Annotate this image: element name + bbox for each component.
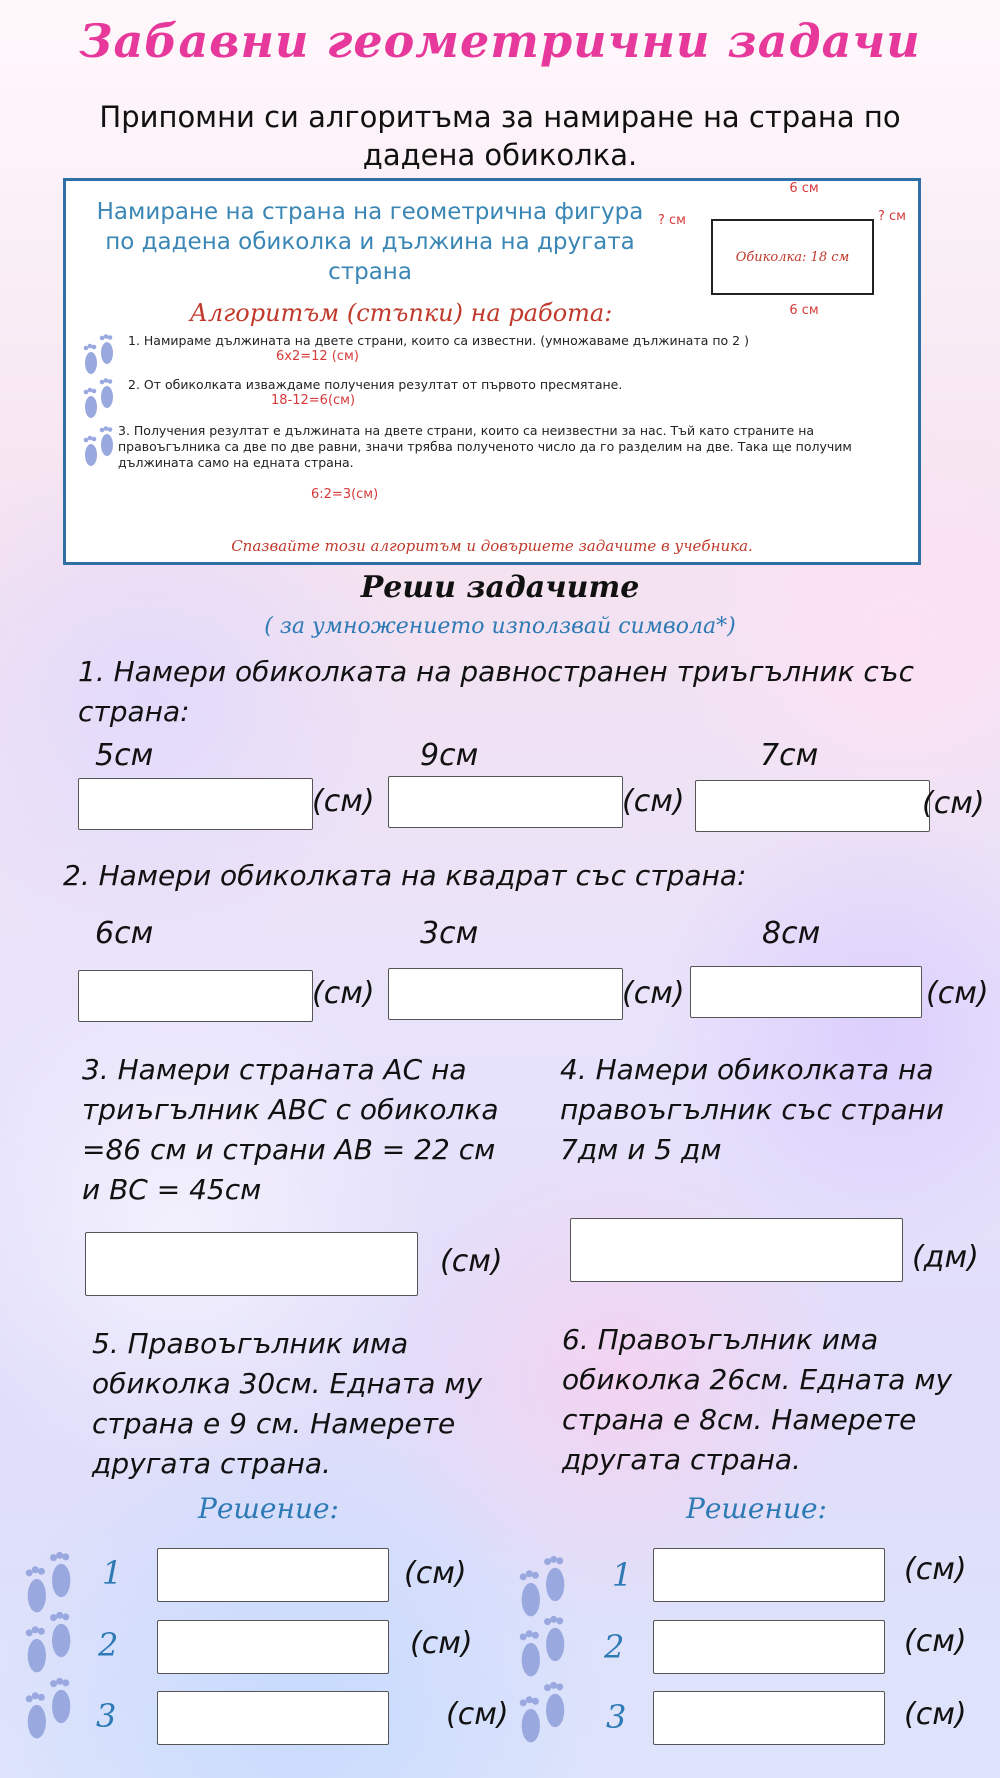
task-1-unit-1: (см) — [312, 784, 375, 819]
page-title: Забавни геометрични задачи — [79, 14, 921, 68]
task-5-row-3-unit: (см) — [446, 1697, 509, 1732]
footprints-icon — [14, 1676, 84, 1746]
task-3-text: 3. Намери страната АС на триъгълник АВС с обиколка =86 см и страни АВ = 22 см и ВС = 45см — [82, 1053, 499, 1206]
diagram-center-label: Обиколка: 18 см — [735, 249, 850, 265]
task-6-row-1-number: 1 — [612, 1556, 633, 1594]
task-2-text: 2. Намери обиколката на квадрат със страна: — [63, 859, 747, 892]
task-2-unit-3: (см) — [926, 976, 989, 1011]
footprints-icon — [508, 1680, 578, 1750]
diagram-right-label: ? см — [878, 209, 906, 224]
task-6-row-2-input[interactable] — [653, 1620, 885, 1674]
diagram-left-label: ? см — [658, 213, 686, 228]
footprints-icon — [76, 377, 122, 423]
task-6-row-3-input[interactable] — [653, 1691, 885, 1745]
task-5-text: 5. Правоъгълник има обиколка 30см. Едната му страна е 9 см. Намерете другата страна. — [92, 1327, 483, 1480]
task-1-text: 1. Намери обиколката на равностранен триъгълник със страна: — [78, 655, 914, 728]
step-3-calc: 6:2=3(см) — [311, 487, 379, 502]
footprints-icon — [508, 1614, 578, 1684]
task-5-row-1-number: 1 — [102, 1554, 123, 1592]
task-6-row-1-unit: (см) — [904, 1552, 967, 1587]
task-6-row-3-unit: (см) — [904, 1697, 967, 1732]
task-5-row-3-input[interactable] — [157, 1691, 389, 1745]
task-1-answer-1-input[interactable] — [78, 778, 313, 830]
task-5-row-1-input[interactable] — [157, 1548, 389, 1602]
task-5-row-3-number: 3 — [96, 1697, 117, 1735]
task-5-row-1-unit: (см) — [404, 1556, 467, 1591]
task-2-answer-2-input[interactable] — [388, 968, 623, 1020]
diagram-bottom-label: 6 см — [789, 303, 819, 318]
card-footer-note: Спазвайте този алгоритъм и довършете задачите в учебника. — [231, 537, 753, 555]
algorithm-card — [63, 178, 921, 565]
task-6-solution-label: Решение: — [686, 1492, 827, 1525]
task-2-unit-1: (см) — [312, 976, 375, 1011]
diagram-top-label: 6 см — [789, 181, 819, 196]
card-heading: Намиране на страна на геометрична фигура по дадена обиколка и дължина на другата страна — [96, 199, 644, 285]
task-2-value-3: 8см — [762, 916, 821, 951]
task-1-unit-2: (см) — [622, 784, 685, 819]
footprints-icon — [76, 425, 122, 471]
task-6-row-3-number: 3 — [606, 1698, 627, 1736]
task-1-unit-3: (см) — [922, 786, 985, 821]
task-4-text: 4. Намери обиколката на правоъгълник със страни 7дм и 5 дм — [560, 1053, 944, 1166]
step-1-calc: 6x2=12 (см) — [276, 349, 359, 364]
footprints-icon — [14, 1610, 84, 1680]
task-1-value-3: 7см — [760, 738, 819, 773]
task-2-answer-3-input[interactable] — [690, 966, 922, 1018]
task-1-answer-2-input[interactable] — [388, 776, 623, 828]
task-1-value-2: 9см — [420, 738, 479, 773]
rectangle-diagram — [711, 219, 874, 295]
task-5-solution-label: Решение: — [198, 1492, 339, 1525]
task-1-value-1: 5см — [95, 738, 154, 773]
solve-heading: Реши задачите — [360, 570, 640, 605]
task-3-unit: (см) — [440, 1244, 503, 1279]
task-6-text: 6. Правоъгълник има обиколка 26см. Едната му страна е 8см. Намерете другата страна. — [562, 1323, 953, 1476]
task-5-row-2-unit: (см) — [410, 1626, 473, 1661]
task-5-row-2-number: 2 — [98, 1626, 119, 1664]
algorithm-title: Алгоритъм (стъпки) на работа: — [189, 299, 613, 327]
step-1-text: 1. Намираме дължината на двете страни, които са известни. (умножаваме дължината по 2 ) — [128, 333, 749, 348]
task-2-value-2: 3см — [420, 916, 479, 951]
footprints-icon — [76, 333, 122, 379]
step-2-calc: 18-12=6(см) — [271, 393, 356, 408]
multiplication-hint: ( за умножението използвай символа*) — [264, 614, 736, 639]
task-2-value-1: 6см — [95, 916, 154, 951]
task-2-unit-2: (см) — [622, 976, 685, 1011]
task-4-answer-input[interactable] — [570, 1218, 903, 1282]
task-5-row-2-input[interactable] — [157, 1620, 389, 1674]
step-2-text: 2. От обиколката изваждаме получения резултат от първото пресмятане. — [128, 377, 623, 392]
intro-text: Припомни си алгоритъма за намиране на страна по дадена обиколка. — [99, 100, 901, 172]
task-4-unit: (дм) — [912, 1240, 979, 1275]
task-6-row-2-number: 2 — [604, 1628, 625, 1666]
step-3-text: 3. Получения резултат е дължината на двете страни, които са неизвестни за нас. Тъй като страните на правоъгълника са две по две равни, значи трябва полученото число да го разделим на две. Така ще получим дължината само на едната страна. — [118, 423, 852, 470]
task-2-answer-1-input[interactable] — [78, 970, 313, 1022]
task-1-answer-3-input[interactable] — [695, 780, 930, 832]
task-3-answer-input[interactable] — [85, 1232, 418, 1296]
task-6-row-2-unit: (см) — [904, 1624, 967, 1659]
task-6-row-1-input[interactable] — [653, 1548, 885, 1602]
